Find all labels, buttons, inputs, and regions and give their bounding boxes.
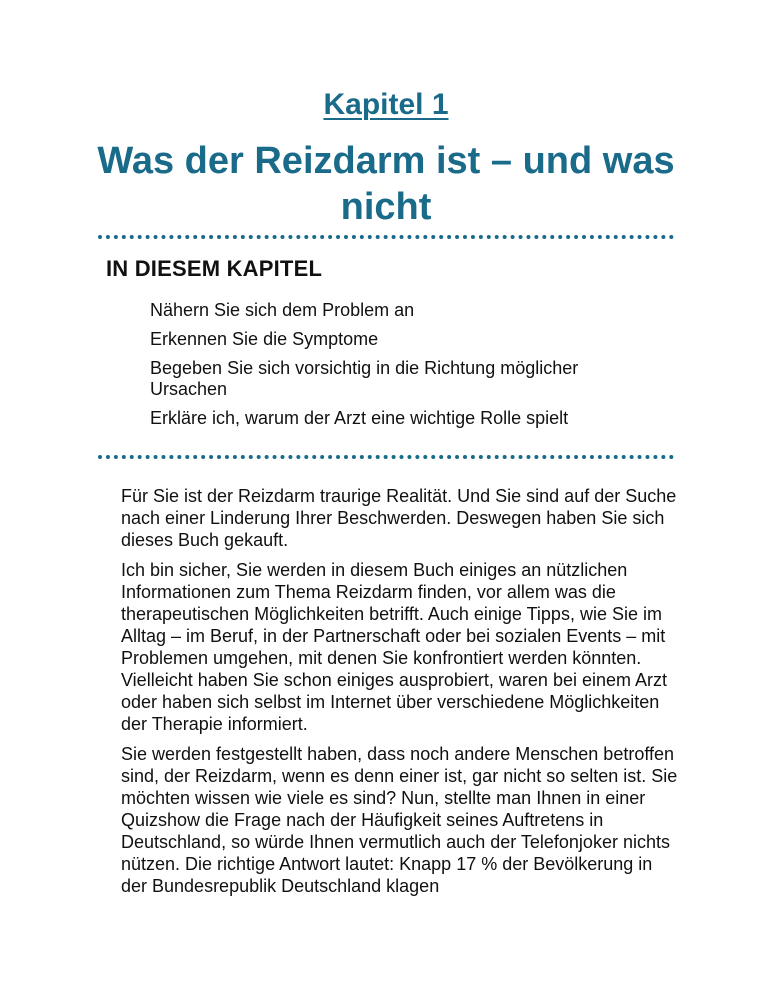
in-this-chapter-heading: IN DIESEM KAPITEL	[106, 256, 323, 281]
list-item: Nähern Sie sich dem Problem an	[150, 300, 415, 320]
chapter-title: Was der Reizdarm ist – und was nicht	[97, 140, 675, 228]
bottom-dotted-divider	[98, 455, 674, 459]
paragraph: Sie werden festgestellt haben, dass noch andere Menschen betroffen sind, der Reizdarm, wenn es denn einer ist, gar nicht so selten ist. Sie möchten wissen wie viele es sind? Nun, stellte man Ihnen in einer Quizshow die Frage nach der Häufigkeit seines Auftretens in Deutschland, so würde Ihnen vermutlich auch der Telefonjoker nichts nützen. Die richtige Antwort lautet: Knapp 17 % der Bevölkerung in der Bundesrepublik Deutschland klagen	[121, 744, 678, 896]
body-text	[121, 485, 681, 905]
chapter-label: Kapitel 1	[323, 88, 449, 121]
list-item: Erkläre ich, warum der Arzt eine wichtige Rolle spielt	[150, 408, 569, 428]
paragraph: Für Sie ist der Reizdarm traurige Realität. Und Sie sind auf der Suche nach einer Linderung Ihrer Beschwerden. Deswegen haben Sie sich dieses Buch gekauft.	[121, 486, 677, 550]
paragraph: Ich bin sicher, Sie werden in diesem Buch einiges an nützlichen Informationen zum Thema Reizdarm finden, vor allem was die therapeutischen Möglichkeiten betrifft. Auch einige Tipps, wie Sie im Alltag – im Beruf, in der Partnerschaft oder bei sozialen Events – mit Problemen umgehen, mit denen Sie konfrontiert werden könnten. Vielleicht haben Sie schon einiges ausprobiert, waren bei einem Arzt oder haben sich selbst im Internet über verschiedene Möglichkeiten der Therapie informiert.	[121, 560, 667, 734]
list-item: Erkennen Sie die Symptome	[150, 329, 379, 349]
in-this-chapter-list	[150, 300, 650, 437]
list-item: Begeben Sie sich vorsichtig in die Richtung möglicher Ursachen	[150, 358, 579, 399]
top-dotted-divider	[98, 235, 674, 239]
